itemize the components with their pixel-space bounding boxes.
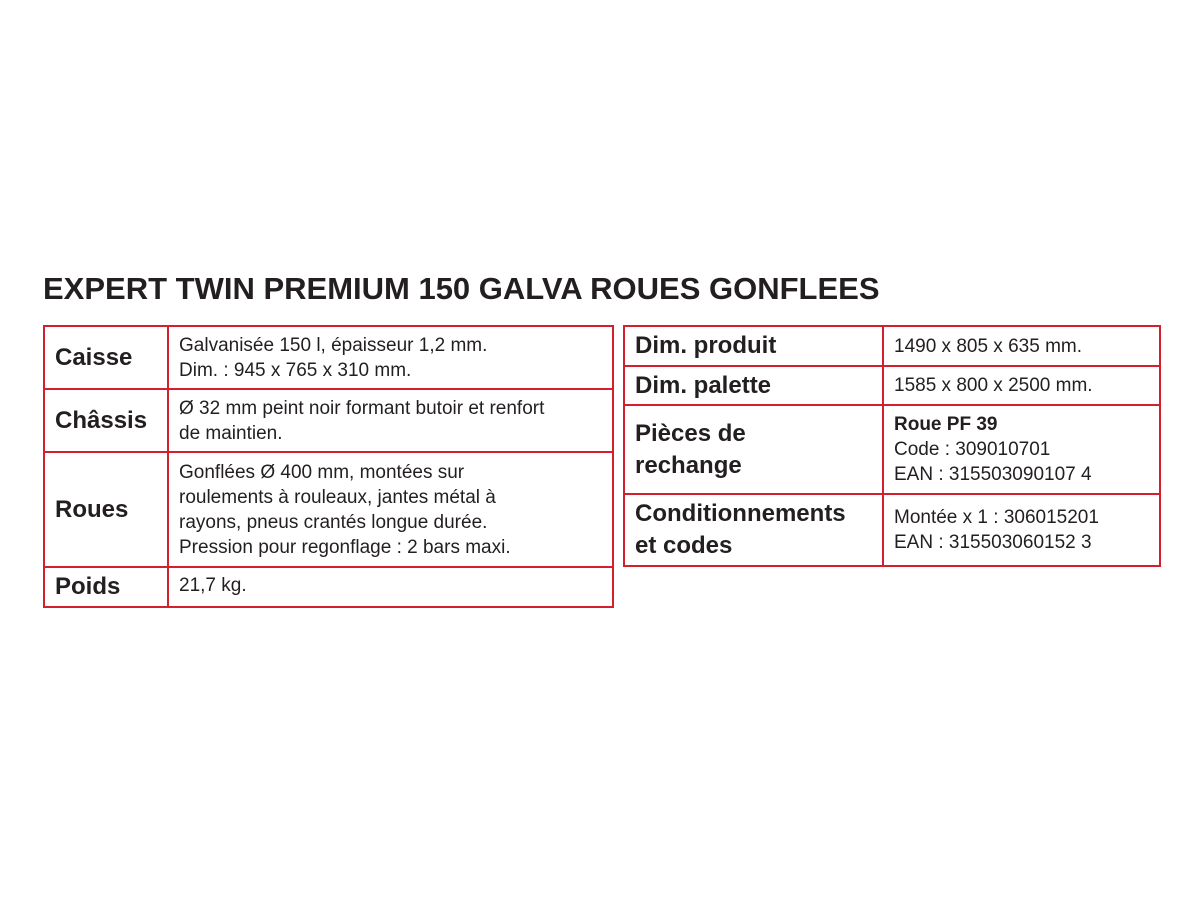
value-line: Dim. : 945 x 765 x 310 mm. [179, 359, 412, 381]
row-label-chassis: Châssis [44, 389, 168, 452]
value-line: Montée x 1 : 306015201 [894, 507, 1099, 528]
value-line: 21,7 kg. [179, 575, 247, 596]
label-line: Conditionnements [635, 500, 846, 527]
row-value-chassis [168, 389, 613, 452]
row-label-dim-produit [624, 326, 883, 366]
value-line: EAN : 315503060152 3 [894, 532, 1092, 553]
row-label-dim-palette [624, 366, 883, 405]
table-row [44, 567, 613, 607]
value-line: rayons, pneus crantés longue durée. [179, 511, 488, 533]
value-line: Code : 309010701 [894, 439, 1051, 460]
value-heading: Roue PF 39 [894, 414, 998, 435]
row-label-roues: Roues [44, 452, 168, 567]
table-row [624, 326, 1160, 366]
label-line: et codes [635, 532, 733, 559]
value-line: 1490 x 805 x 635 mm. [894, 335, 1082, 357]
value-line: EAN : 315503090107 4 [894, 464, 1092, 485]
value-line: Gonflées Ø 400 mm, montées sur [179, 461, 465, 483]
value-line: roulements à rouleaux, jantes métal à [179, 486, 496, 508]
row-value-conditionnements [883, 494, 1160, 566]
value-line: Pression pour regonflage : 2 bars maxi. [179, 536, 511, 558]
table-row [44, 326, 613, 389]
product-title: EXPERT TWIN PREMIUM 150 GALVA ROUES GONFLEES [43, 271, 880, 306]
label-line: rechange [635, 451, 742, 479]
row-value-pieces [883, 405, 1160, 494]
row-value-poids [168, 567, 613, 607]
row-value-dim-produit [883, 326, 1160, 366]
row-value-caisse [168, 326, 613, 389]
label-line: Dim. produit [635, 332, 777, 359]
value-line: Galvanisée 150 l, épaisseur 1,2 mm. [179, 334, 488, 356]
table-row [624, 494, 1160, 566]
row-label-caisse: Caisse [44, 326, 168, 389]
row-label-pieces [624, 405, 883, 494]
row-value-roues [168, 452, 613, 567]
table-row [624, 405, 1160, 494]
row-value-dim-palette [883, 366, 1160, 405]
table-row [44, 389, 613, 452]
value-line: de maintien. [179, 422, 283, 444]
value-line: 1585 x 800 x 2500 mm. [894, 375, 1093, 396]
table-row [44, 452, 613, 567]
value-line: Ø 32 mm peint noir formant butoir et renfort [179, 397, 545, 419]
spec-table-left [43, 325, 614, 608]
row-label-conditionnements [624, 494, 883, 566]
label-line: Pièces de [635, 419, 746, 447]
table-row [624, 366, 1160, 405]
label-line: Dim. palette [635, 371, 772, 399]
row-label-poids: Poids [44, 567, 168, 607]
spec-table-right [623, 325, 1161, 567]
